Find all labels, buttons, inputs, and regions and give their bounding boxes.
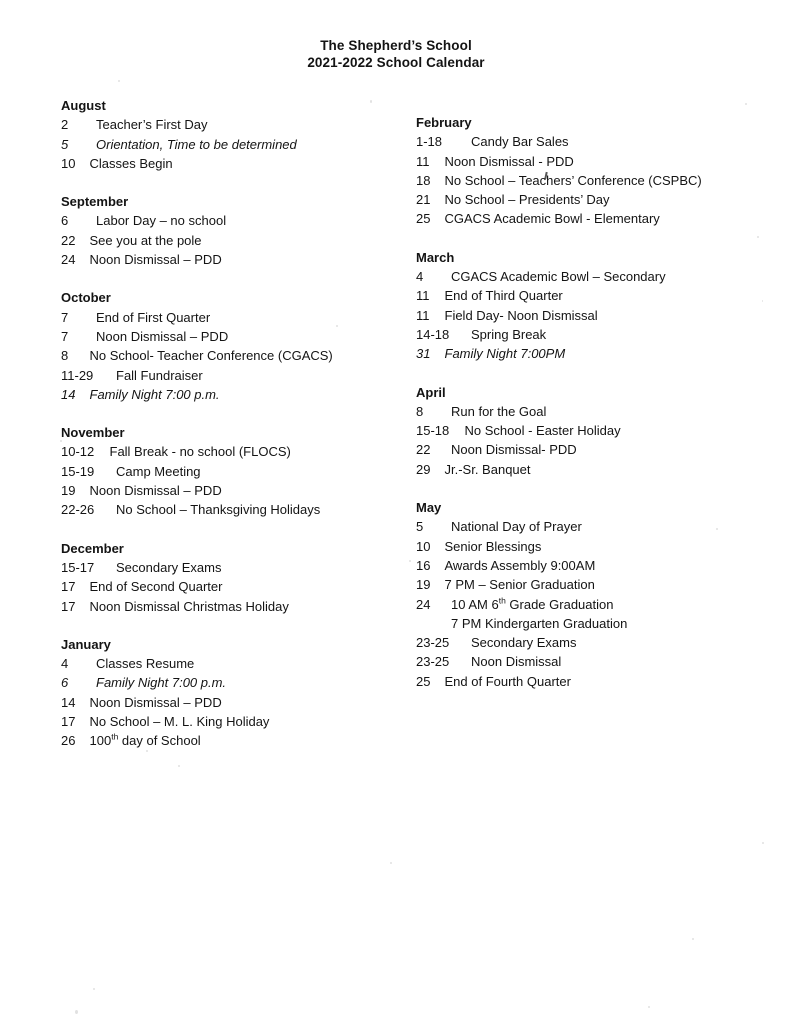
entry-date: 14-18	[416, 326, 450, 342]
entry-date: 25	[416, 211, 431, 227]
entry-date: 8	[416, 403, 424, 419]
calendar-entry	[416, 440, 756, 459]
entry-date: 19	[416, 577, 431, 593]
month-heading-march: March	[416, 249, 455, 265]
entry-description: Fall Fundraiser	[116, 367, 203, 383]
month-block-september	[61, 192, 391, 269]
entry-description: Run for the Goal	[451, 403, 547, 419]
entry-description: No School- Teacher Conference (CGACS)	[89, 348, 333, 364]
entry-date: 21	[416, 192, 431, 208]
calendar-entry	[416, 267, 756, 286]
calendar-entry	[416, 152, 756, 171]
entry-description: Secondary Exams	[471, 635, 577, 651]
calendar-entry	[416, 209, 756, 228]
entry-description: Noon Dismissal – PDD	[96, 328, 229, 344]
calendar-entry	[416, 672, 756, 691]
entry-date: 11	[416, 288, 430, 304]
entry-description: Orientation, Time to be determined	[96, 136, 297, 152]
entry-description: Noon Dismissal – PDD	[89, 252, 222, 268]
calendar-entry	[416, 614, 756, 633]
entry-description: Noon Dismissal - PDD	[444, 153, 574, 169]
entry-description: Labor Day – no school	[96, 213, 227, 229]
month-block-august	[61, 96, 391, 173]
month-heading-january: January	[61, 636, 111, 652]
entry-date: 6	[61, 675, 69, 691]
entry-description: Candy Bar Sales	[471, 134, 569, 150]
calendar-column-left	[61, 96, 391, 751]
entry-description: Family Night 7:00 p.m.	[89, 386, 220, 402]
month-heading-may: May	[416, 500, 442, 516]
calendar-entry	[61, 654, 391, 673]
calendar-entry	[61, 135, 391, 154]
calendar-entry	[61, 385, 391, 404]
entry-description: National Day of Prayer	[451, 519, 582, 535]
entry-date: 7	[61, 328, 69, 344]
month-heading-december: December	[61, 540, 124, 556]
entry-date: 31	[416, 346, 431, 362]
ordinal-superscript: th	[498, 595, 506, 606]
entry-description: Fall Break - no school (FLOCS)	[109, 444, 291, 460]
calendar-entry	[416, 306, 756, 325]
calendar-entry	[61, 597, 391, 616]
calendar-entry	[61, 211, 391, 230]
calendar-entry	[61, 154, 391, 173]
entry-description: No School – Teachers’ Conference (CSPBC)	[444, 172, 702, 188]
calendar-entry	[61, 558, 391, 577]
entry-description: End of Third Quarter	[444, 288, 563, 304]
calendar-entry	[416, 537, 756, 556]
calendar-entry	[416, 132, 756, 151]
entry-description: End of First Quarter	[96, 309, 211, 325]
month-block-february	[416, 113, 756, 229]
month-block-april	[416, 383, 756, 479]
entry-description: Field Day- Noon Dismissal	[444, 307, 598, 323]
entry-description: Family Night 7:00 p.m.	[96, 675, 227, 691]
title-line-school: The Shepherd’s School	[320, 38, 472, 53]
calendar-entry	[416, 286, 756, 305]
calendar-entry	[416, 325, 756, 344]
entry-description: Noon Dismissal Christmas Holiday	[89, 598, 289, 614]
entry-date: 29	[416, 461, 431, 477]
title-line-calendar: 2021-2022 School Calendar	[307, 54, 485, 70]
month-heading-november: November	[61, 425, 125, 441]
entry-description: 10 AM 6th Grade Graduation	[451, 595, 614, 612]
calendar-entry	[416, 402, 756, 421]
entry-date: 26	[61, 733, 76, 749]
calendar-entry	[61, 462, 391, 481]
month-block-december	[61, 539, 391, 616]
entry-description: End of Second Quarter	[89, 579, 223, 595]
entry-description: Noon Dismissal	[471, 654, 562, 670]
entry-date: 17	[61, 598, 76, 614]
entry-date: 5	[416, 519, 424, 535]
entry-description: No School – Thanksgiving Holidays	[116, 502, 321, 518]
entry-description: Spring Break	[471, 326, 547, 342]
entry-date: 11	[416, 307, 430, 323]
entry-description: Awards Assembly 9:00AM	[444, 557, 596, 573]
calendar-column-right	[416, 113, 756, 691]
calendar-entry	[61, 250, 391, 269]
entry-date: 17	[61, 579, 76, 595]
calendar-entry	[61, 500, 391, 519]
month-block-january	[61, 635, 391, 751]
entry-date: 4	[416, 269, 424, 285]
entry-date: 6	[61, 213, 69, 229]
entry-description: Noon Dismissal – PDD	[89, 694, 222, 710]
month-block-november	[61, 423, 391, 519]
entry-description: No School - Easter Holiday	[464, 423, 621, 439]
calendar-entry	[416, 575, 756, 594]
calendar-entry	[61, 693, 391, 712]
entry-date: 14	[61, 694, 76, 710]
month-heading-april: April	[416, 384, 446, 400]
entry-date: 5	[61, 136, 69, 152]
calendar-entry	[416, 460, 756, 479]
calendar-entry	[61, 346, 391, 365]
entry-date: 7	[61, 309, 69, 325]
entry-date: 16	[416, 557, 431, 573]
calendar-entry	[61, 115, 391, 134]
entry-date: 25	[416, 673, 431, 689]
entry-description: No School – Presidents’ Day	[444, 192, 610, 208]
entry-date: 4	[61, 656, 69, 672]
document-title	[0, 38, 792, 71]
entry-date: 23-25	[416, 635, 450, 651]
entry-date: 10	[61, 155, 76, 171]
calendar-entry	[416, 344, 756, 363]
entry-description: 7 PM Kindergarten Graduation	[451, 615, 628, 631]
month-heading-august: August	[61, 98, 106, 113]
month-heading-february: February	[416, 115, 472, 130]
calendar-entry	[61, 327, 391, 346]
entry-description: Classes Begin	[89, 155, 173, 171]
entry-date: 22-26	[61, 502, 95, 518]
entry-date: 24	[61, 252, 76, 268]
entry-description: No School – M. L. King Holiday	[89, 714, 270, 730]
calendar-entry	[61, 712, 391, 731]
entry-date: 10-12	[61, 444, 95, 460]
entry-description: Family Night 7:00PM	[444, 346, 566, 362]
entry-description: Noon Dismissal- PDD	[451, 442, 577, 458]
entry-date: 14	[61, 386, 76, 402]
entry-date: 10	[416, 538, 431, 554]
entry-date: 8	[61, 348, 69, 364]
entry-date: 22	[61, 232, 76, 248]
entry-date: 17	[61, 714, 76, 730]
entry-description: Secondary Exams	[116, 559, 222, 575]
entry-date: 1-18	[416, 134, 443, 150]
entry-description: Senior Blessings	[444, 538, 542, 554]
entry-date: 24	[416, 596, 431, 612]
entry-description: 100th day of School	[89, 731, 201, 749]
entry-date: 11-29	[61, 367, 94, 383]
entry-description: See you at the pole	[89, 232, 202, 248]
entry-date: 11	[416, 153, 430, 169]
calendar-entry	[416, 652, 756, 671]
calendar-entry	[416, 190, 756, 209]
entry-date: 22	[416, 442, 431, 458]
calendar-entry	[416, 556, 756, 575]
entry-description: Teacher’s First Day	[96, 117, 208, 133]
month-heading-october: October	[61, 290, 111, 306]
entry-date: 2	[61, 117, 69, 133]
entry-description: Classes Resume	[96, 656, 195, 672]
calendar-entry	[61, 308, 391, 327]
entry-description: CGACS Academic Bowl - Elementary	[444, 211, 660, 227]
calendar-entry	[61, 231, 391, 250]
calendar-entry	[61, 577, 391, 596]
calendar-entry	[61, 366, 391, 385]
entry-date: 15-18	[416, 423, 450, 439]
month-block-may	[416, 498, 756, 691]
calendar-entry	[61, 442, 391, 461]
entry-description: CGACS Academic Bowl – Secondary	[451, 269, 666, 285]
calendar-entry	[61, 731, 391, 750]
month-block-march	[416, 248, 756, 364]
entry-date: 19	[61, 483, 76, 499]
entry-date: 23-25	[416, 654, 450, 670]
entry-date: 15-19	[61, 463, 95, 479]
calendar-entry	[61, 673, 391, 692]
calendar-entry	[416, 421, 756, 440]
entry-description: Jr.-Sr. Banquet	[444, 461, 531, 477]
entry-date: 15-17	[61, 559, 95, 575]
month-block-october	[61, 288, 391, 404]
entry-description: Camp Meeting	[116, 463, 201, 479]
entry-description: 7 PM – Senior Graduation	[444, 577, 595, 593]
entry-date: 18	[416, 172, 431, 188]
calendar-entry	[61, 481, 391, 500]
month-heading-september: September	[61, 194, 129, 210]
calendar-entry	[416, 633, 756, 652]
calendar-entry	[416, 171, 756, 190]
calendar-entry	[416, 595, 756, 614]
ordinal-superscript: th	[111, 731, 119, 742]
entry-description: End of Fourth Quarter	[444, 673, 571, 689]
entry-description: Noon Dismissal – PDD	[89, 483, 222, 499]
calendar-entry	[416, 517, 756, 536]
